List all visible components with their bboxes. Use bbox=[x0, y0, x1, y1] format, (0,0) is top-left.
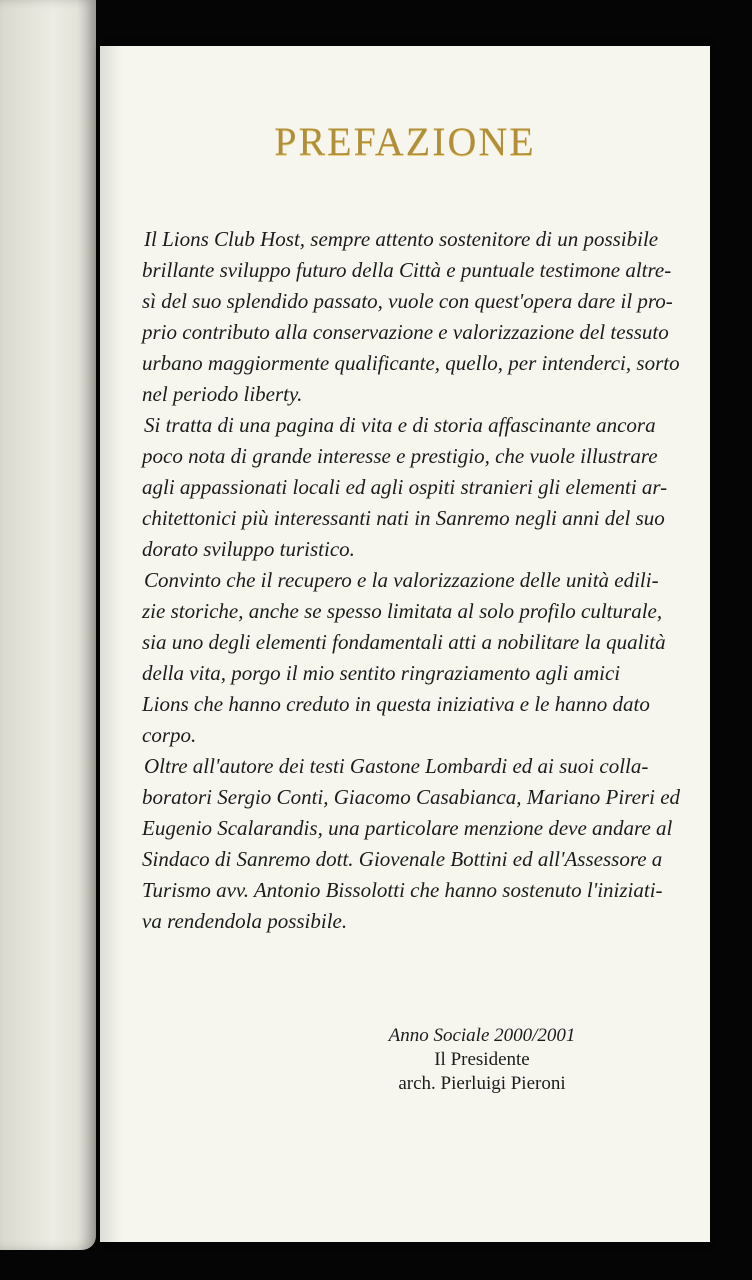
text-line: Lions che hanno creduto in questa iniziativa e le hanno dato bbox=[142, 692, 650, 716]
preface-body bbox=[142, 224, 690, 937]
text-line: Eugenio Scalarandis, una particolare menzione deve andare al bbox=[142, 816, 673, 840]
text-line: Il Lions Club Host, sempre attento sostenitore di un possibile bbox=[144, 227, 659, 251]
paragraph-4 bbox=[142, 751, 690, 937]
text-line: Convinto che il recupero e la valorizzazione delle unità edili- bbox=[144, 568, 659, 592]
text-line: Turismo avv. Antonio Bissolotti che hanno sostenuto l'iniziati- bbox=[142, 878, 663, 902]
paragraph-2 bbox=[142, 410, 690, 565]
text-line: poco nota di grande interesse e prestigio, che vuole illustrare bbox=[142, 444, 658, 468]
text-line: zie storiche, anche se spesso limitata al solo profilo culturale, bbox=[142, 599, 663, 623]
paragraph-1 bbox=[142, 224, 690, 410]
text-line: Oltre all'autore dei testi Gastone Lombardi ed ai suoi colla- bbox=[144, 754, 649, 778]
paragraph-3 bbox=[142, 565, 690, 751]
text-line: corpo. bbox=[142, 723, 197, 747]
text-line: urbano maggiormente qualificante, quello, per intenderci, sorto bbox=[142, 351, 680, 375]
text-line: della vita, porgo il mio sentito ringraziamento agli amici bbox=[142, 661, 621, 685]
text-line: va rendendola possibile. bbox=[142, 909, 348, 933]
text-line: nel periodo liberty. bbox=[142, 382, 303, 406]
signature-year: Anno Sociale 2000/2001 bbox=[388, 1025, 576, 1046]
text-line: brillante sviluppo futuro della Città e puntuale testimone altre- bbox=[142, 258, 672, 282]
text-line: Si tratta di una pagina di vita e di storia affascinante ancora bbox=[144, 413, 656, 437]
page-title: PREFAZIONE bbox=[274, 119, 536, 164]
text-line: agli appassionati locali ed agli ospiti stranieri gli elementi ar- bbox=[142, 475, 668, 499]
text-line: boratori Sergio Conti, Giacomo Casabianca, Mariano Pireri ed bbox=[142, 785, 681, 809]
signature-role: Il Presidente bbox=[434, 1049, 530, 1070]
signature-block bbox=[362, 1024, 602, 1096]
text-line: sì del suo splendido passato, vuole con quest'opera dare il pro- bbox=[142, 289, 673, 313]
text-line: sia uno degli elementi fondamentali atti a nobilitare la qualità bbox=[142, 630, 666, 654]
text-line: Sindaco di Sanremo dott. Giovenale Bottini ed all'Assessore a bbox=[142, 847, 663, 871]
preface-page bbox=[100, 46, 710, 1242]
text-line: prio contributo alla conservazione e valorizzazione del tessuto bbox=[142, 320, 669, 344]
text-line: dorato sviluppo turistico. bbox=[142, 537, 355, 561]
left-page-edge bbox=[0, 0, 96, 1250]
signature-name: arch. Pierluigi Pieroni bbox=[398, 1073, 566, 1094]
text-line: chitettonici più interessanti nati in Sanremo negli anni del suo bbox=[142, 506, 665, 530]
